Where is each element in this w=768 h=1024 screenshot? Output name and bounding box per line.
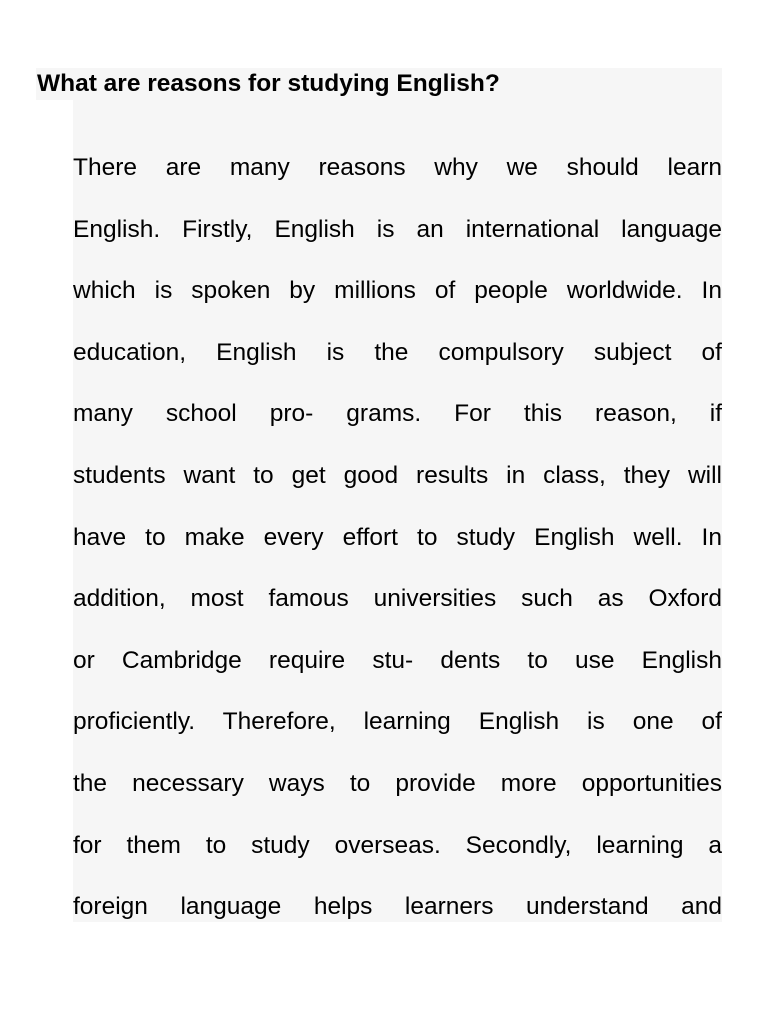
page-heading: What are reasons for studying English? <box>37 70 500 97</box>
paragraph-line: There are many reasons why we should learn <box>73 154 722 181</box>
body-paragraph <box>73 137 722 937</box>
paragraph-line: students want to get good results in class, they will <box>73 461 722 489</box>
paragraph-line: the necessary ways to provide more opportunities <box>73 769 722 797</box>
paragraph-line: which is spoken by millions of people worldwide. In <box>73 277 722 305</box>
paragraph-line: or Cambridge require stu- dents to use English <box>73 646 722 674</box>
paragraph-line: addition, most famous universities such as Oxford <box>73 585 722 613</box>
paragraph-line: foreign language helps learners understand and <box>73 893 722 921</box>
paragraph-line: for them to study overseas. Secondly, learning a <box>73 831 722 859</box>
paragraph-line: proficiently. Therefore, learning English is one of <box>73 708 722 736</box>
paragraph-line: many school pro- grams. For this reason, if <box>73 400 722 428</box>
paragraph-line: have to make every effort to study English well. In <box>73 523 722 551</box>
paragraph-line: education, English is the compulsory subject of <box>73 338 722 366</box>
paragraph-line: English. Firstly, English is an international language <box>73 215 722 243</box>
